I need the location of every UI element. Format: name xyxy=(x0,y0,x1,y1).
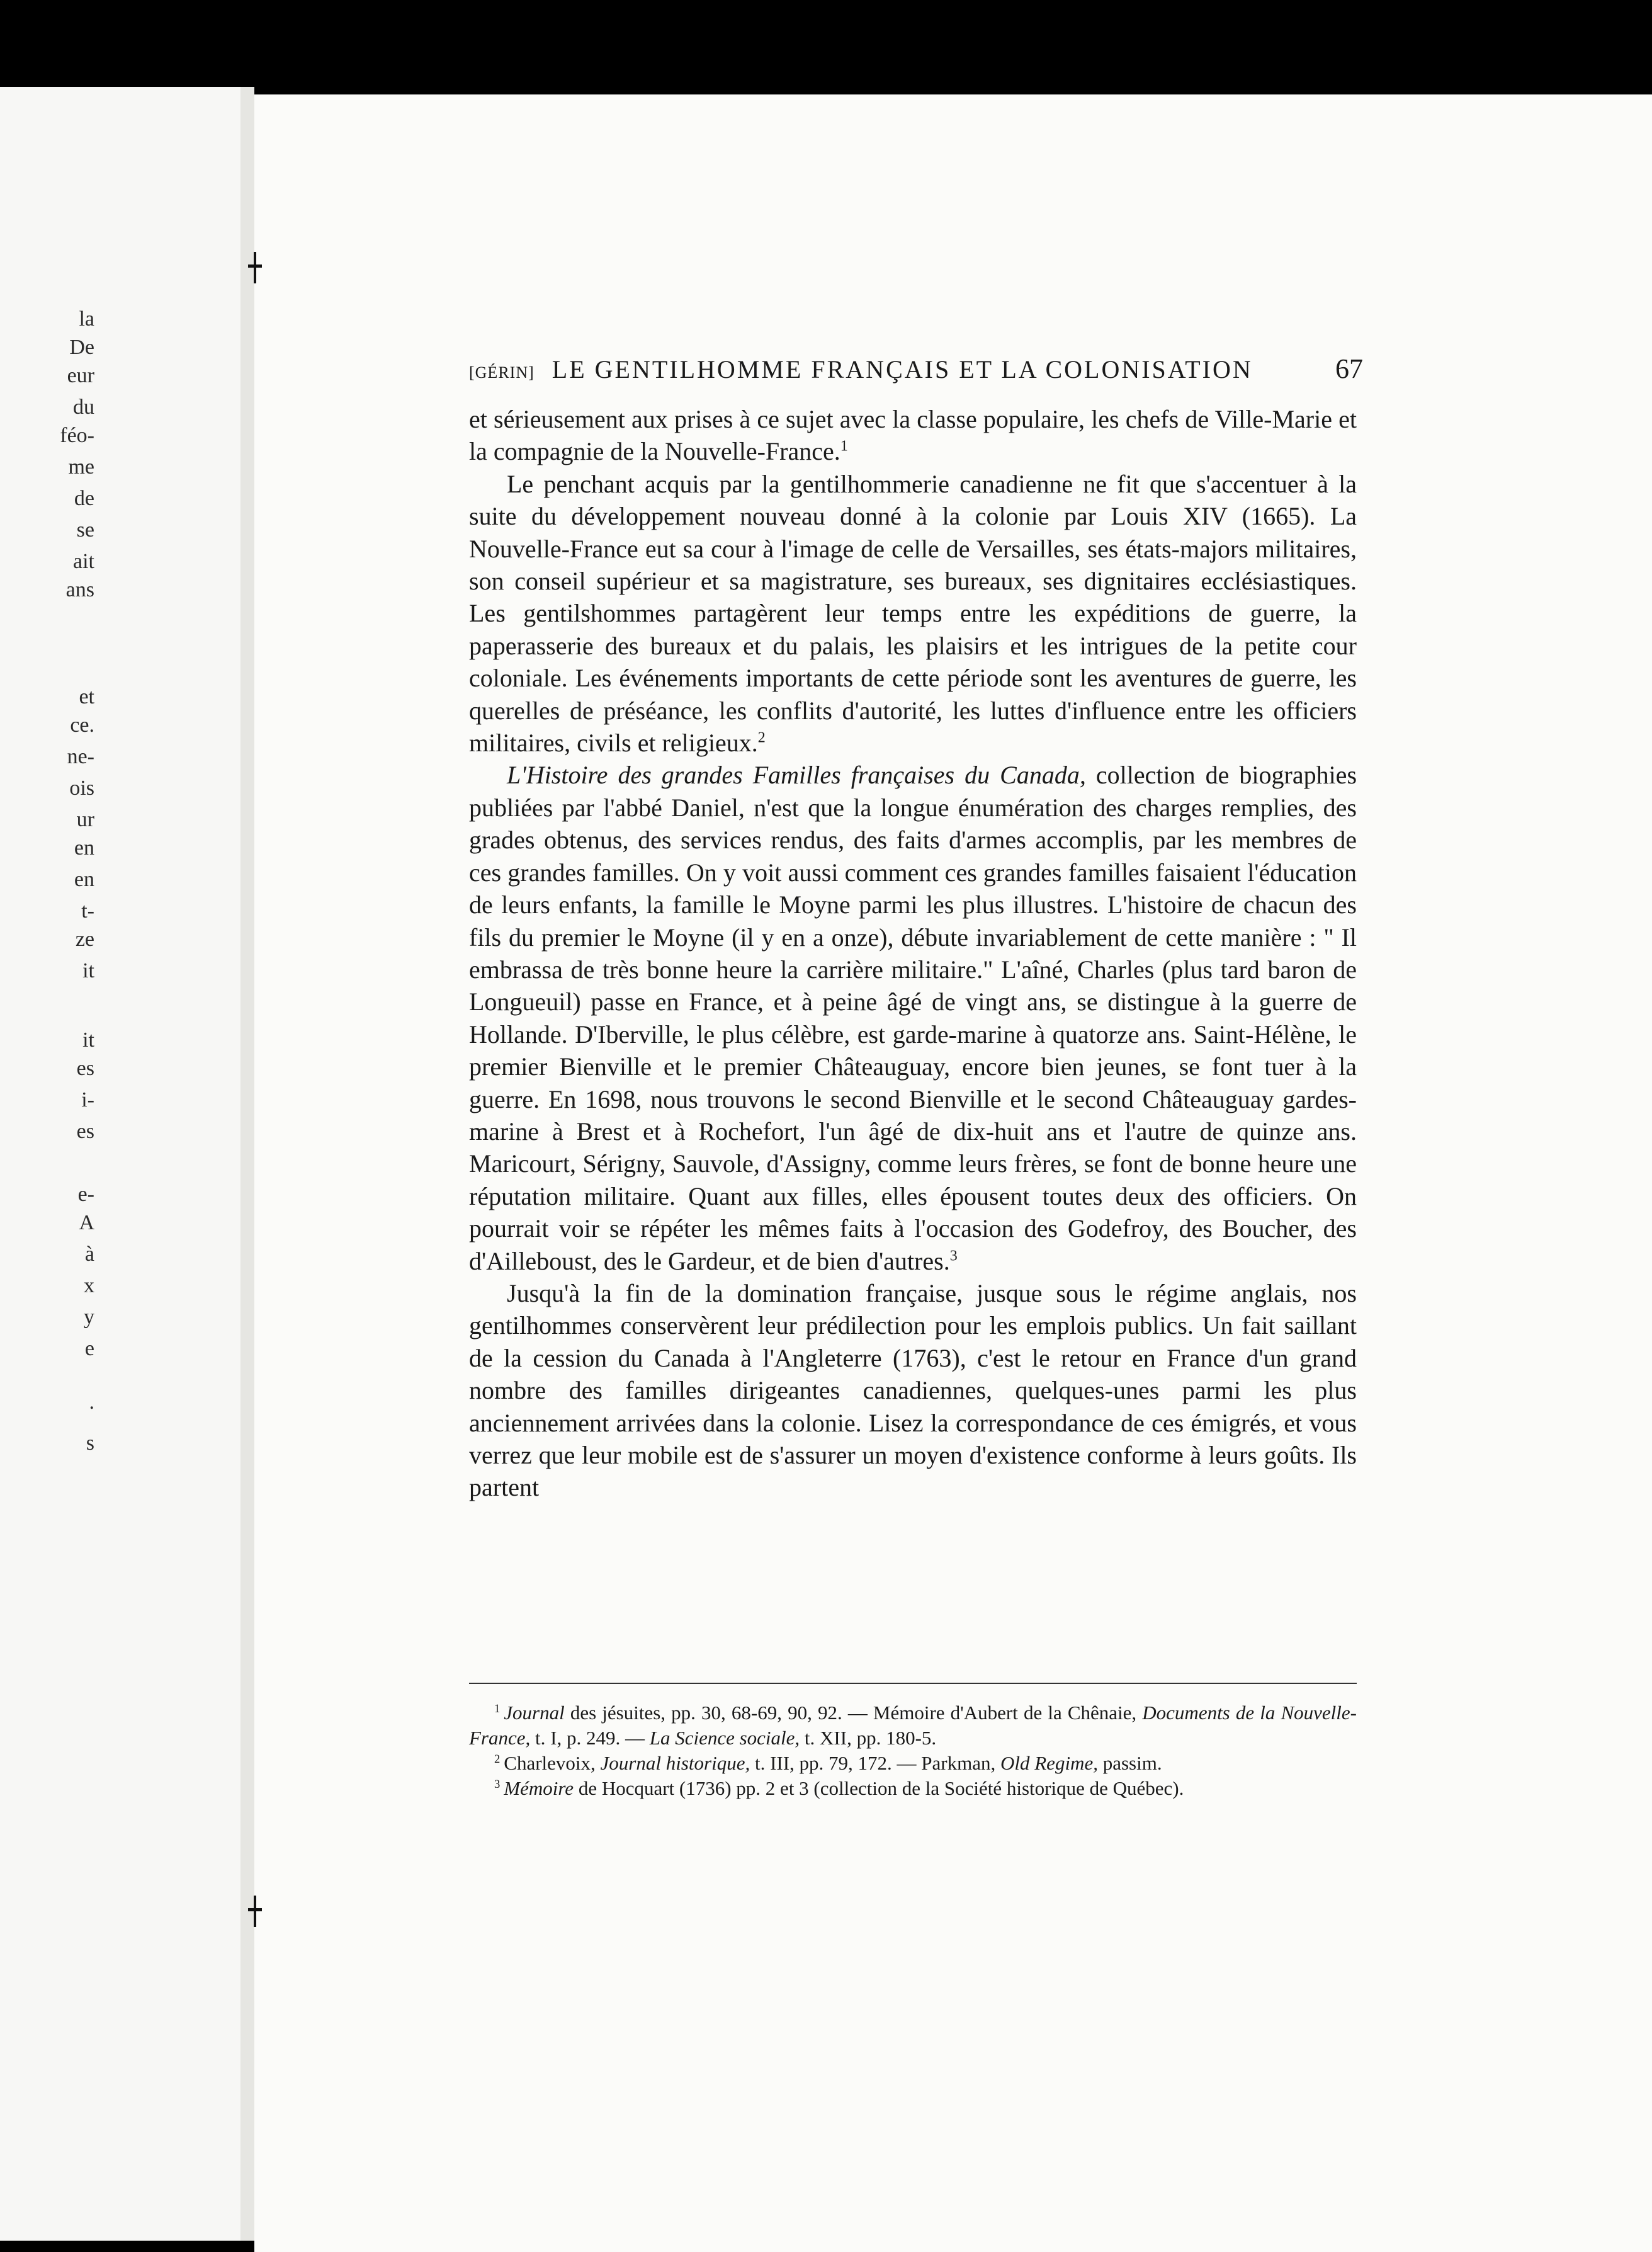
facing-page-fragment-3: du xyxy=(73,395,94,419)
page-number: 67 xyxy=(1335,353,1363,384)
footnote-2: $^2$ Charlevoix, Journal historique, t. III, pp. 79, 172. — Parkman, Old Regime, passim. xyxy=(494,1752,1162,1774)
facing-page-fragment-28: y xyxy=(84,1305,94,1329)
facing-page-fragment-29: e xyxy=(84,1337,94,1360)
facing-page-fragment-11: ce. xyxy=(70,714,94,737)
facing-page-fragment-27: x xyxy=(84,1274,94,1297)
facing-page-fragment-16: en xyxy=(74,868,94,891)
footnote-ref-2[interactable]: 2 xyxy=(757,729,766,746)
facing-page-fragment-15: en xyxy=(74,836,94,860)
facing-page-fragment-5: me xyxy=(68,455,94,479)
footnote-divider xyxy=(469,1683,1357,1684)
facing-page-fragment-12: ne- xyxy=(67,745,94,768)
facing-page-fragment-6: de xyxy=(74,487,94,510)
footnote-3: $^3$ Mémoire de Hocquart (1736) pp. 2 et 3 (collection de la Société historique de Québec). xyxy=(494,1777,1184,1799)
book-title-italic: L'Histoire des grandes Familles françaises du Canada, xyxy=(507,761,1086,790)
facing-page-fragment-8: ait xyxy=(73,550,94,573)
facing-page-fragment-4: féo- xyxy=(60,424,94,447)
facing-page-fragment-25: A xyxy=(79,1211,94,1234)
facing-page-fragment xyxy=(0,87,240,2241)
facing-page-fragment-30: . xyxy=(89,1390,94,1414)
footnotes xyxy=(469,1700,1357,1801)
margin-tick-bottom-stem xyxy=(254,1896,256,1927)
facing-page-fragment-19: it xyxy=(82,959,94,982)
paragraph-2: Le penchant acquis par la gentilhommerie canadienne ne fit que s'accentuer à la suite du développement nouveau donné à la colonie par Louis XIV (1665). La Nouvelle-France eut sa cour à l'image de celle de Versailles, ses états-majors militaires, son conseil supérieur et sa magistrature, ses bureaux, ses dignitaires ecclésiastiques. Les gentilshommes partagèrent leur temps entre les expéditions de guerre, la paperasserie des bureaux et du palais, les plaisirs et les intrigues de la petite cour coloniale. Les événements importants de cette période sont les aventures de guerre, les querelles de préséance, les conflits d'autorité, les luttes d'influence entre les officiers militaires, civils et religieux.$^2$ xyxy=(469,469,1357,758)
page-gutter xyxy=(240,87,254,2241)
running-header xyxy=(469,353,1363,390)
facing-page-fragment-21: es xyxy=(76,1057,94,1080)
header-title: LE GENTILHOMME FRANÇAIS ET LA COLONISATION xyxy=(552,355,1253,384)
facing-page-fragment-31: s xyxy=(86,1431,94,1455)
facing-page-fragment-10: et xyxy=(79,685,94,708)
facing-page-fragment-17: t- xyxy=(81,899,94,923)
footnote-ref-3[interactable]: 3 xyxy=(949,1248,958,1265)
header-author: [GÉRIN] xyxy=(469,363,535,382)
footnote-ref-1[interactable]: 1 xyxy=(840,438,848,455)
facing-page-fragment-2: eur xyxy=(67,364,94,387)
facing-page-fragment-14: ur xyxy=(76,808,94,831)
facing-page-fragment-9: ans xyxy=(65,578,94,601)
facing-page-fragment-13: ois xyxy=(69,776,94,800)
facing-page-fragment-7: se xyxy=(76,518,94,542)
facing-page-fragment-0: la xyxy=(79,307,94,331)
footnote-1: $^1$ Journal des jésuites, pp. 30, 68-69, 90, 92. — Mémoire d'Aubert de la Chênaie, Documents de la Nouvelle-France, t. I, p. 249. — La Science sociale, t. XII, pp. 180-5. xyxy=(469,1702,1357,1749)
paragraph-3: L'Histoire des grandes Familles françaises du Canada, collection de biographies publiées par l'abbé Daniel, n'est que la longue énumération des charges remplies, des grades obtenus, des services rendus, des faits d'armes accomplis, par les membres de ces grandes familles. On y voit aussi comment ces grandes familles faisaient l'éducation de leurs enfants, la famille le Moyne parmi les plus illustres. L'histoire de chacun des fils du premier le Moyne (il y en a onze), débute invariablement de cette manière : " Il embrassa de très bonne heure la carrière militaire." L'aîné, Charles (plus tard baron de Longueuil) passe en France, et à peine âgé de vingt ans, se distingue à la guerre de Hollande. D'Iberville, le plus célèbre, est garde-marine à quatorze ans. Saint-Hélène, le premier Bienville et le premier Châteauguay, encore bien jeunes, se font tuer à la guerre. En 1698, nous trouvons le second Bienville et le second Châteauguay gardes-marine à Brest et à Rochefort, l'un âgé de dix-huit ans et l'autre de quinze ans. Maricourt, Sérigny, Sauvole, d'Assigny, comme leurs frères, se font de bonne heure une réputation militaire. Quant aux filles, elles épousent toutes deux des officiers. On pourrait voir se répéter les mêmes faits à l'occasion des Godefroy, des Boucher, des d'Ailleboust, des le Gardeur, et de bien d'autres.$^3$ xyxy=(469,761,1357,1275)
facing-page-fragment-1: De xyxy=(69,336,94,359)
facing-page-fragment-24: e- xyxy=(77,1183,94,1206)
facing-page-fragment-23: es xyxy=(76,1120,94,1143)
paragraph-4: Jusqu'à la fin de la domination française, jusque sous le régime anglais, nos gentilhommes conservèrent leur prédilection pour les emplois publics. Un fait saillant de la cession du Canada à l'Angleterre (1763), c'est le retour en France d'un grand nombre des familles dirigeantes canadiennes, quelques-unes parmi les plus anciennement arrivées dans la colonie. Lisez la correspondance de ces émigrés, et vous verrez que leur mobile est de s'assurer un moyen d'existence conforme à leurs goûts. Ils partent xyxy=(469,1278,1357,1502)
margin-tick-top-stem xyxy=(254,252,256,283)
facing-page-fragment-20: it xyxy=(82,1028,94,1052)
facing-page-fragment-22: i- xyxy=(81,1088,94,1112)
paragraph-1: et sérieusement aux prises à ce sujet avec la classe populaire, les chefs de Ville-Marie et la compagnie de la Nouvelle-France.$^1$ xyxy=(469,405,1357,466)
facing-page-fragment-18: ze xyxy=(75,928,94,951)
body-text xyxy=(469,403,1357,1504)
facing-page-fragment-26: à xyxy=(84,1243,94,1266)
